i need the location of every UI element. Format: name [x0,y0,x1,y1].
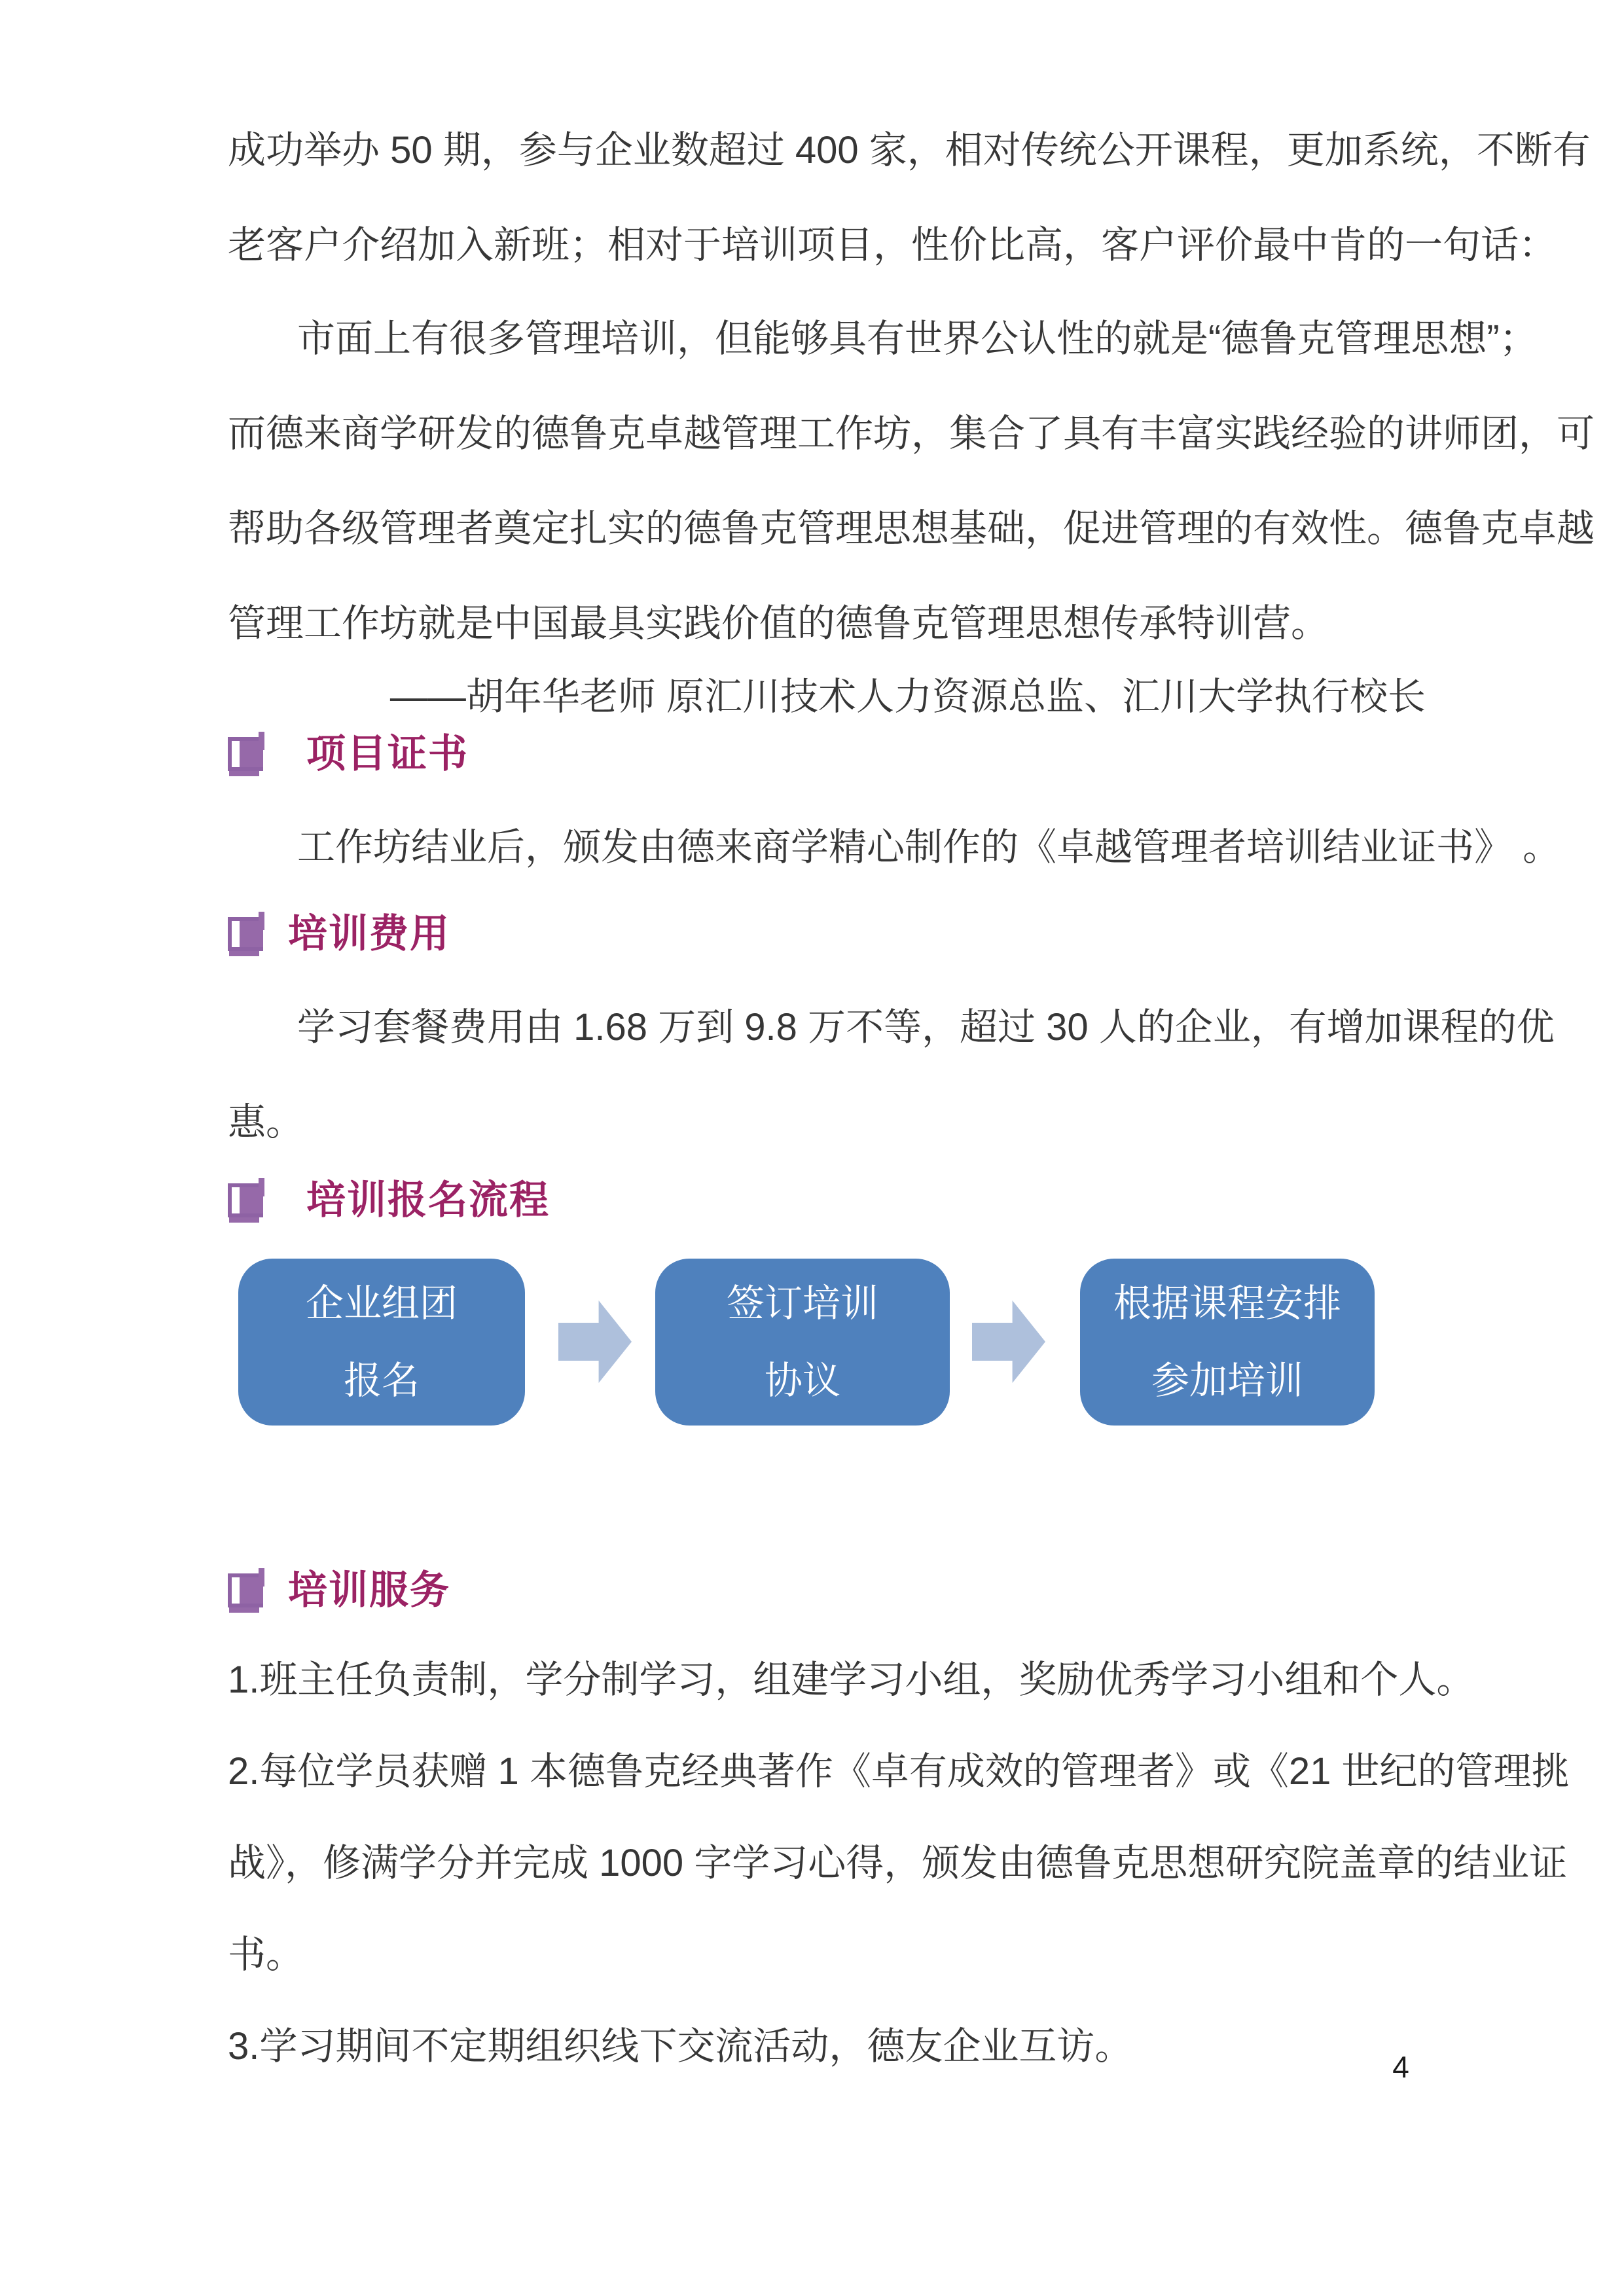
fee-line: 学习套餐费用由 1.68 万到 9.8 万不等，超过 30 人的企业，有增加课程的优 [297,1006,1555,1049]
fee-line: 惠。 [228,1101,304,1143]
quote-line: 而德来商学研发的德鲁克卓越管理工作坊，集合了具有丰富实践经验的讲师团，可 [228,412,1595,455]
page-number: 4 [1392,2050,1409,2084]
quote-line: 管理工作坊就是中国最具实践价值的德鲁克管理思想传承特训营。 [228,602,1329,645]
flow-step-2-line: 签订培训 [726,1282,878,1325]
section-heading-process [228,1178,550,1223]
monitor-bullet-icon [228,732,264,776]
flow-step-1-line: 企业组团 [305,1282,458,1325]
quote-line: 市面上有很多管理培训，但能够具有世界公认性的就是“德鲁克管理思想”； [297,317,1538,360]
flow-step-2-line: 协议 [764,1359,840,1402]
intro-line: 成功举办 50 期，参与企业数超过 400 家，相对传统公开课程，更加系统，不断有 [228,129,1591,171]
flow-step-1-line: 报名 [343,1359,420,1402]
monitor-bullet-icon [228,1568,264,1613]
fee-paragraph [228,980,1555,1170]
certificate-line: 工作坊结业后，颁发由德来商学精心制作的《卓越管理者培训结业证书》 。 [297,826,1561,869]
quote-attribution-row [228,649,1426,744]
service-item-line: 书。 [228,1933,304,1976]
monitor-bullet-icon [228,1178,264,1223]
service-item-line: 2.每位学员获赠 1 本德鲁克经典著作《卓有成效的管理者》或《21 世纪的管理挑 [228,1750,1570,1793]
flow-step-2 [655,1259,950,1426]
quote-paragraph [228,291,1595,671]
section-heading-service [228,1568,450,1613]
quote-line: 帮助各级管理者奠定扎实的德鲁克管理思想基础，促进管理的有效性。德鲁克卓越 [228,507,1595,550]
section-heading-fee [228,912,450,956]
service-list [228,1634,1570,2092]
section-title: 培训费用 [288,912,450,956]
section-heading-certificate [228,732,469,776]
intro-line: 老客户介绍加入新班；相对于培训项目，性价比高，客户评价最中肯的一句话： [228,224,1557,266]
intro-paragraph [228,103,1591,293]
service-item-line: 3.学习期间不定期组织线下交流活动，德友企业互访。 [228,2025,1133,2068]
service-item-line: 1.班主任负责制，学分制学习，组建学习小组，奖励优秀学习小组和个人。 [228,1659,1475,1701]
monitor-bullet-icon [228,912,264,956]
right-arrow-icon [972,1300,1045,1383]
flow-step-1 [238,1259,525,1426]
flow-step-3-line: 根据课程安排 [1113,1282,1341,1325]
certificate-paragraph [228,800,1561,895]
flow-step-3-line: 参加培训 [1151,1359,1303,1402]
right-arrow-icon [558,1300,632,1383]
flow-step-3 [1080,1259,1375,1426]
quote-attribution: ——胡年华老师 原汇川技术人力资源总监、汇川大学执行校长 [389,675,1426,718]
registration-flowchart [0,1259,1624,1429]
section-title: 培训服务 [288,1568,450,1612]
section-title: 培训报名流程 [306,1178,550,1222]
section-title: 项目证书 [306,732,469,776]
service-item-line: 战》，修满学分并完成 1000 字学习心得，颁发由德鲁克思想研究院盖章的结业证 [228,1842,1568,1884]
